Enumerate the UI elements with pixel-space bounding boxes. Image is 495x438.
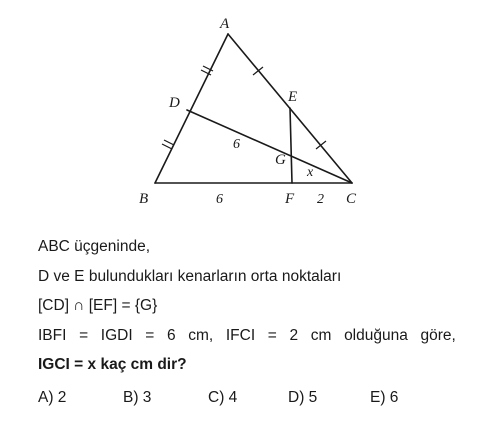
point-label-f: F	[285, 191, 295, 207]
segment-ef	[290, 108, 292, 183]
word: =	[267, 327, 277, 344]
word: =	[79, 327, 89, 344]
length-label-gc: x	[307, 165, 314, 180]
question-prompt: IGCI = x kaç cm dir?	[38, 356, 187, 373]
point-label-b: B	[139, 191, 149, 207]
question-line-3: [CD] ∩ [EF] = {G}	[38, 297, 158, 314]
choice-c[interactable]: C) 4	[208, 389, 238, 406]
length-label-bf: 6	[216, 192, 223, 207]
side-ab	[155, 34, 228, 183]
length-label-fc: 2	[317, 192, 324, 207]
point-label-c: C	[346, 191, 357, 207]
choice-b[interactable]: B) 3	[123, 389, 152, 406]
question-line-4	[38, 327, 456, 345]
word: cm,	[188, 327, 214, 344]
point-label-e: E	[288, 89, 298, 105]
word: göre,	[420, 327, 456, 344]
point-label-a: A	[220, 16, 230, 32]
choice-d[interactable]: D) 5	[288, 389, 318, 406]
question-line-1: ABC üçgeninde,	[38, 238, 151, 255]
choice-a[interactable]: A) 2	[38, 389, 67, 406]
word: IGDI	[100, 327, 133, 344]
word: 6	[166, 327, 176, 344]
question-line-2: D ve E bulundukları kenarların orta noktaları	[38, 268, 342, 285]
word: =	[145, 327, 155, 344]
word: 2	[289, 327, 299, 344]
segment-dc	[187, 110, 352, 183]
length-label-dg: 6	[233, 137, 240, 152]
word: IBFI	[38, 327, 67, 344]
point-label-g: G	[275, 152, 286, 168]
word: cm	[310, 327, 332, 344]
word: olduğuna	[344, 327, 408, 344]
word: IFCI	[225, 327, 256, 344]
choice-e[interactable]: E) 6	[370, 389, 399, 406]
point-label-d: D	[169, 95, 180, 111]
